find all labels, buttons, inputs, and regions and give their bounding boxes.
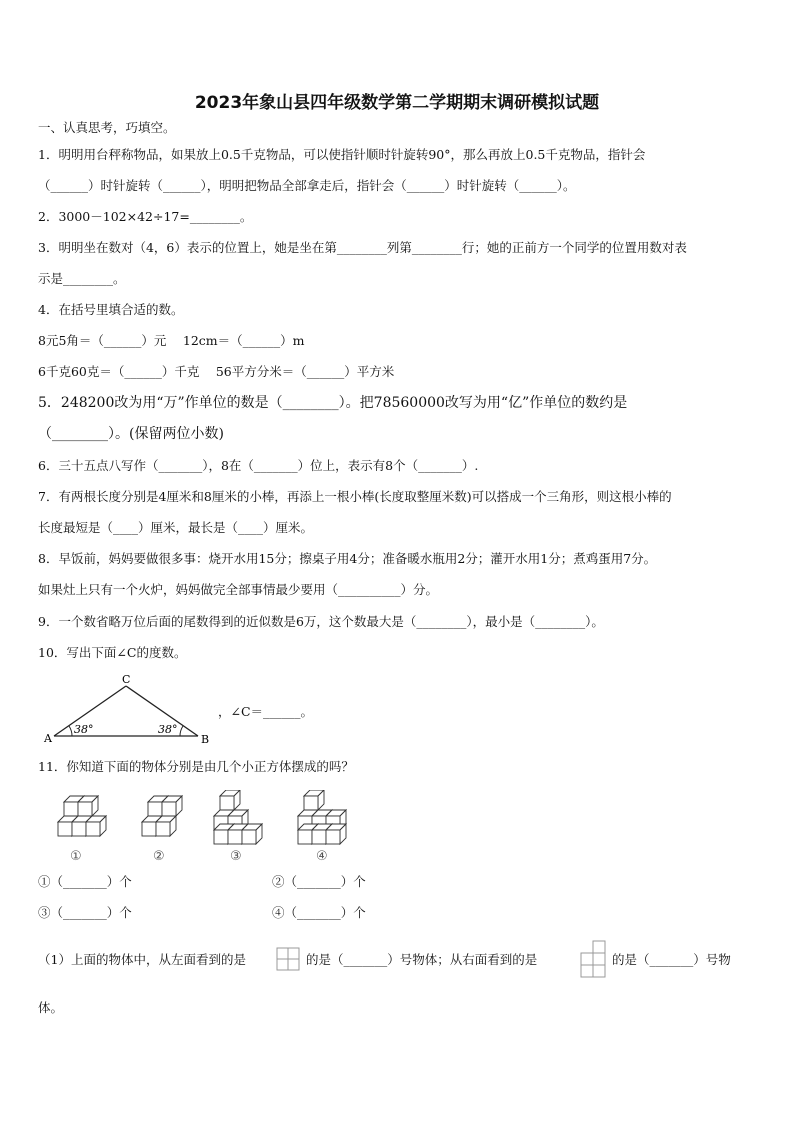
q11-answer-4: ④（_______）个 — [272, 905, 366, 920]
triangle-figure — [40, 672, 215, 748]
vertex-a: A — [44, 732, 52, 745]
page-title: 2023年象山县四年级数学第二学期期末调研模拟试题 — [194, 93, 600, 113]
q4-line1: 4．在括号里填合适的数。 — [38, 302, 184, 317]
q11-answer-1: ①（_______）个 — [38, 874, 132, 889]
cube-label-1: ① — [70, 849, 82, 864]
q11-sub1-part2: 的是（_______）号物体；从右面看到的是 — [306, 952, 538, 967]
q6: 6．三十五点八写作（_______），8在（_______）位上，表示有8个（_______）. — [38, 458, 479, 473]
q7-line1: 7．有两根长度分别是4厘米和8厘米的小棒，再添上一根小棒(长度取整厘米数)可以搭成一个三角形，则这根小棒的 — [38, 489, 672, 504]
cube-figure-3 — [214, 790, 262, 844]
right-view-grid-icon — [580, 940, 606, 978]
q9: 9．一个数省略万位后面的尾数得到的近似数是6万，这个数最大是（________），最小是（________）。 — [38, 614, 604, 629]
q1-line1: 1．明明用台秤称物品，如果放上0.5千克物品，可以使指针顺时针旋转90°，那么再放上0.5千克物品，指针会 — [38, 147, 646, 162]
q3-line1: 3．明明坐在数对（4，6）表示的位置上，她是坐在第________列第________行；她的正前方一个同学的位置用数对表 — [38, 240, 687, 255]
q11-text: 11．你知道下面的物体分别是由几个小正方体摆成的吗？ — [38, 759, 354, 774]
angle-b-label: 38° — [158, 723, 178, 736]
cube-figure-2 — [142, 796, 182, 836]
cube-label-2: ② — [153, 849, 165, 864]
q11-sub1-part1: （1）上面的物体中，从左面看到的是 — [38, 952, 246, 967]
cube-figure-1 — [58, 796, 106, 836]
vertex-c: C — [122, 673, 131, 686]
cube-label-3: ③ — [230, 849, 242, 864]
q8-line1: 8．早饭前，妈妈要做很多事：烧开水用15分；擦桌子用4分；准备暖水瓶用2分；灌开水用1分；煮鸡蛋用7分。 — [38, 551, 657, 566]
cube-label-4: ④ — [316, 849, 328, 864]
q11-sub1-line2: 体。 — [38, 1000, 64, 1015]
angle-a-label: 38° — [74, 723, 94, 736]
left-view-grid-icon — [276, 947, 300, 971]
q8-line2: 如果灶上只有一个火炉，妈妈做完全部事情最少要用（__________）分。 — [38, 582, 439, 597]
q11-answer-3: ③（_______）个 — [38, 905, 132, 920]
cube-figure-4 — [298, 790, 346, 844]
q2: 2．3000－102×42÷17=________。 — [38, 209, 253, 224]
section-heading: 一、认真思考，巧填空。 — [38, 120, 176, 135]
q5-line2: （________）。(保留两位小数) — [38, 426, 224, 442]
q3-line2: 示是________。 — [38, 271, 126, 286]
cube-figures — [50, 790, 360, 852]
vertex-b: B — [201, 733, 210, 746]
q5-line1: 5．248200改为用“万”作单位的数是（________）。把78560000改写为用“亿”作单位的数约是 — [38, 395, 628, 411]
q10-answer: ，∠C＝______。 — [218, 704, 314, 719]
q11-answer-2: ②（_______）个 — [272, 874, 366, 889]
q1-line2: （______）时针旋转（______），明明把物品全部拿走后，指针会（______）时针旋转（______）。 — [38, 178, 576, 193]
q10-text: 10．写出下面∠C的度数。 — [38, 645, 187, 660]
q4-line2: 8元5角＝（______）元 12cm＝（______）m — [38, 333, 305, 348]
q11-sub1-part3: 的是（_______）号物 — [612, 952, 731, 967]
q4-line3: 6千克60克＝（______）千克 56平方分米＝（______）平方米 — [38, 364, 395, 379]
q7-line2: 长度最短是（____）厘米，最长是（____）厘米。 — [38, 520, 314, 535]
